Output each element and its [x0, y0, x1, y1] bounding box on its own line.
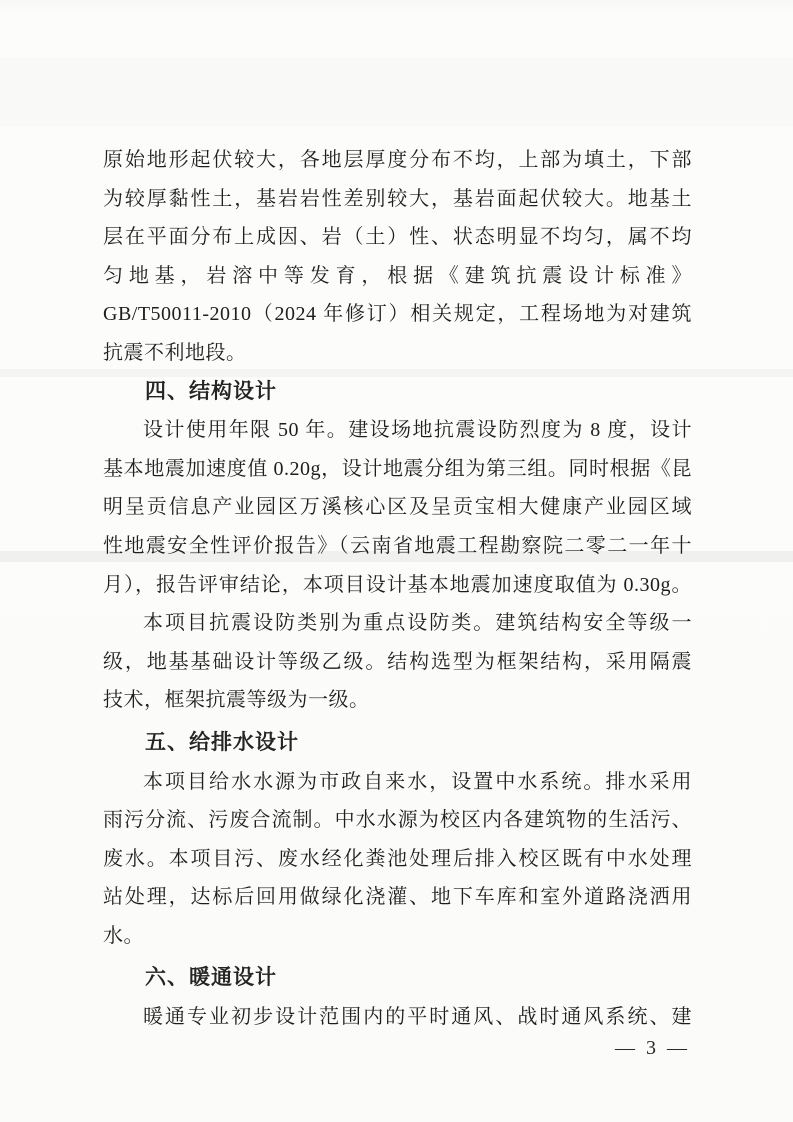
body-line: 雨污分流、污废合流制。中水水源为校区内各建筑物的生活污、: [103, 809, 692, 832]
scan-artifact-band: [0, 57, 793, 127]
body-line: 废水。本项目污、废水经化粪池处理后排入校区既有中水处理: [103, 847, 692, 870]
section-heading-water-supply-drainage-design: 五、给排水设计: [145, 730, 299, 754]
body-line: 匀地基，岩溶中等发育，根据《建筑抗震设计标准》: [103, 264, 692, 287]
body-line: GB/T50011-2010（2024 年修订）相关规定，工程场地为对建筑: [103, 303, 692, 326]
section-heading-hvac-design: 六、暖通设计: [145, 966, 277, 990]
body-line: 本项目抗震设防类别为重点设防类。建筑结构安全等级一: [143, 612, 692, 635]
body-line: 设计使用年限 50 年。建设场地抗震设防烈度为 8 度，设计: [143, 419, 692, 442]
body-line: 性地震安全性评价报告》（云南省地震工程勘察院二零二一年十: [103, 534, 692, 557]
body-line: 原始地形起伏较大，各地层厚度分布不均，上部为填土，下部: [103, 149, 692, 171]
body-line: 明呈贡信息产业园区万溪核心区及呈贡宝相大健康产业园区域: [103, 496, 692, 519]
body-line: 站处理，达标后回用做绿化浇灌、地下车库和室外道路浇洒用: [103, 886, 692, 909]
body-line: 暖通专业初步设计范围内的平时通风、战时通风系统、建: [143, 1006, 692, 1029]
body-line: 抗震不利地段。: [103, 341, 247, 364]
body-line: 本项目给水水源为市政自来水，设置中水系统。排水采用: [143, 770, 692, 793]
document-body: [103, 141, 692, 1037]
body-line: 基本地震加速度值 0.20g，设计地震分组为第三组。同时根据《昆: [103, 457, 692, 480]
section-heading-structural-design: 四、结构设计: [145, 379, 277, 403]
body-line: 级，地基基础设计等级乙级。结构选型为框架结构，采用隔震: [103, 650, 692, 673]
body-line: 水。: [103, 924, 144, 947]
body-line: 层在平面分布上成因、岩（土）性、状态明显不均匀，属不均: [103, 226, 692, 249]
body-line: 月），报告评审结论，本项目设计基本地震加速度取值为 0.30g。: [103, 573, 692, 596]
page-number: — 3 —: [615, 1037, 690, 1059]
body-line: 为较厚黏性土，基岩岩性差别较大，基岩面起伏较大。地基土: [103, 187, 692, 210]
body-line: 技术，框架抗震等级为一级。: [103, 689, 370, 712]
